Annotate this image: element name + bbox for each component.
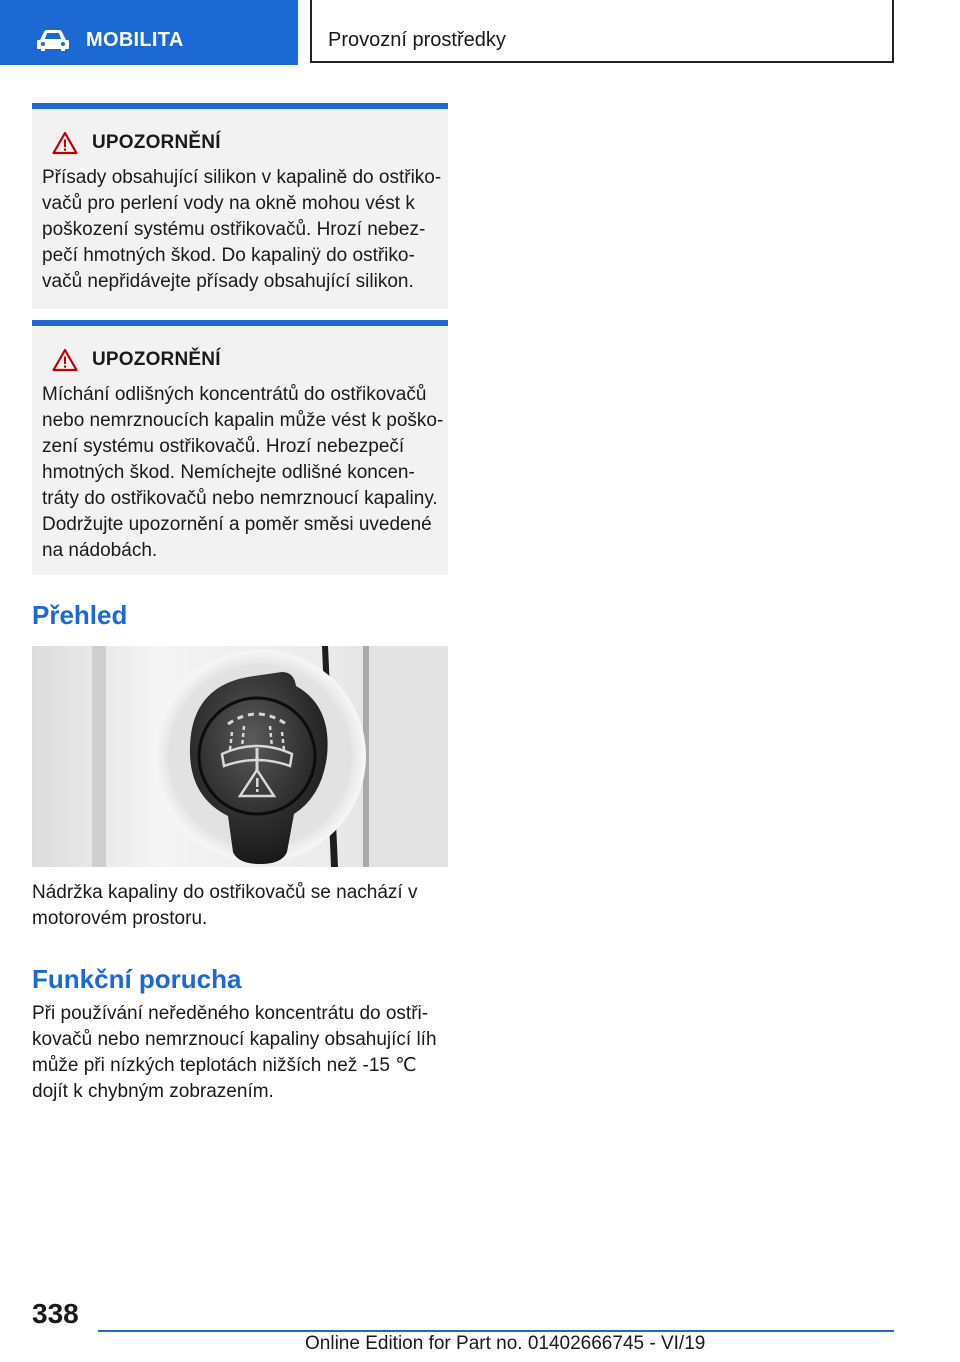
malfunction-line: kovačů nebo nemrznoucí kapaliny obsahující líh [32, 1029, 437, 1050]
warning-line: vačů nepřidávejte přísady obsahující silikon. [42, 271, 414, 292]
footer-edition [305, 1333, 705, 1355]
section-heading-malfunction: Funkční porucha [32, 964, 242, 994]
warning-line: poškození systému ostřikovačů. Hrozí nebez- [42, 219, 426, 240]
car-icon [36, 28, 70, 52]
malfunction-text [32, 1001, 437, 1105]
warning-line: na nádobách. [42, 540, 158, 561]
edition-text: Online Edition for Part no. 01402666745 - VI/19 [305, 1333, 706, 1354]
section-title: MOBILITA [86, 29, 184, 51]
warning-line: Míchání odlišných koncentrátů do ostřikovačů [42, 384, 427, 405]
overview-caption [32, 880, 417, 932]
caption-line: Nádržka kapaliny do ostřikovačů se nachází v [32, 882, 418, 903]
warning-line: tráty do ostřikovačů nebo nemrznoucí kapaliny. [42, 488, 438, 509]
washer-reservoir-photo [32, 646, 448, 867]
warning-box [32, 103, 448, 309]
warning-title: UPOZORNĚNÍ [92, 132, 221, 153]
warning-line: nebo nemrznoucích kapalin může vést k poško- [42, 410, 444, 431]
page-number: 338 [32, 1298, 79, 1329]
warning-line: vačů pro perlení vody na okně mohou vést k [42, 193, 415, 214]
malfunction-line: dojít k chybným zobrazením. [32, 1081, 274, 1102]
warning-box [32, 320, 448, 575]
warning-line: Dodržujte upozornění a poměr směsi uvedené [42, 514, 432, 535]
warning-text [42, 165, 442, 295]
warning-text [42, 382, 444, 564]
chapter-header [310, 0, 894, 63]
warning-triangle-icon [52, 348, 78, 372]
caption-line: motorovém prostoru. [32, 908, 208, 929]
warning-line: Přísady obsahující silikon v kapalině do ostřiko- [42, 167, 442, 188]
section-heading-overview: Přehled [32, 600, 128, 630]
warning-title: UPOZORNĚNÍ [92, 349, 221, 370]
malfunction-line: může při nízkých teplotách nižších než -15 ℃ [32, 1055, 417, 1076]
warning-line: zení systému ostřikovačů. Hrozí nebezpečí [42, 436, 405, 457]
washer-fluid-cap-icon [32, 646, 448, 867]
chapter-title: Provozní prostředky [328, 29, 506, 51]
warning-triangle-icon [52, 131, 78, 155]
warning-line: hmotných škod. Nemíchejte odlišné koncen- [42, 462, 415, 483]
warning-line: pečí hmotných škod. Do kapalinÿ do ostřiko- [42, 245, 415, 266]
malfunction-line: Při používání neředěného koncentrátu do ostři- [32, 1003, 429, 1024]
footer-divider [98, 1330, 894, 1332]
section-header [0, 0, 298, 65]
